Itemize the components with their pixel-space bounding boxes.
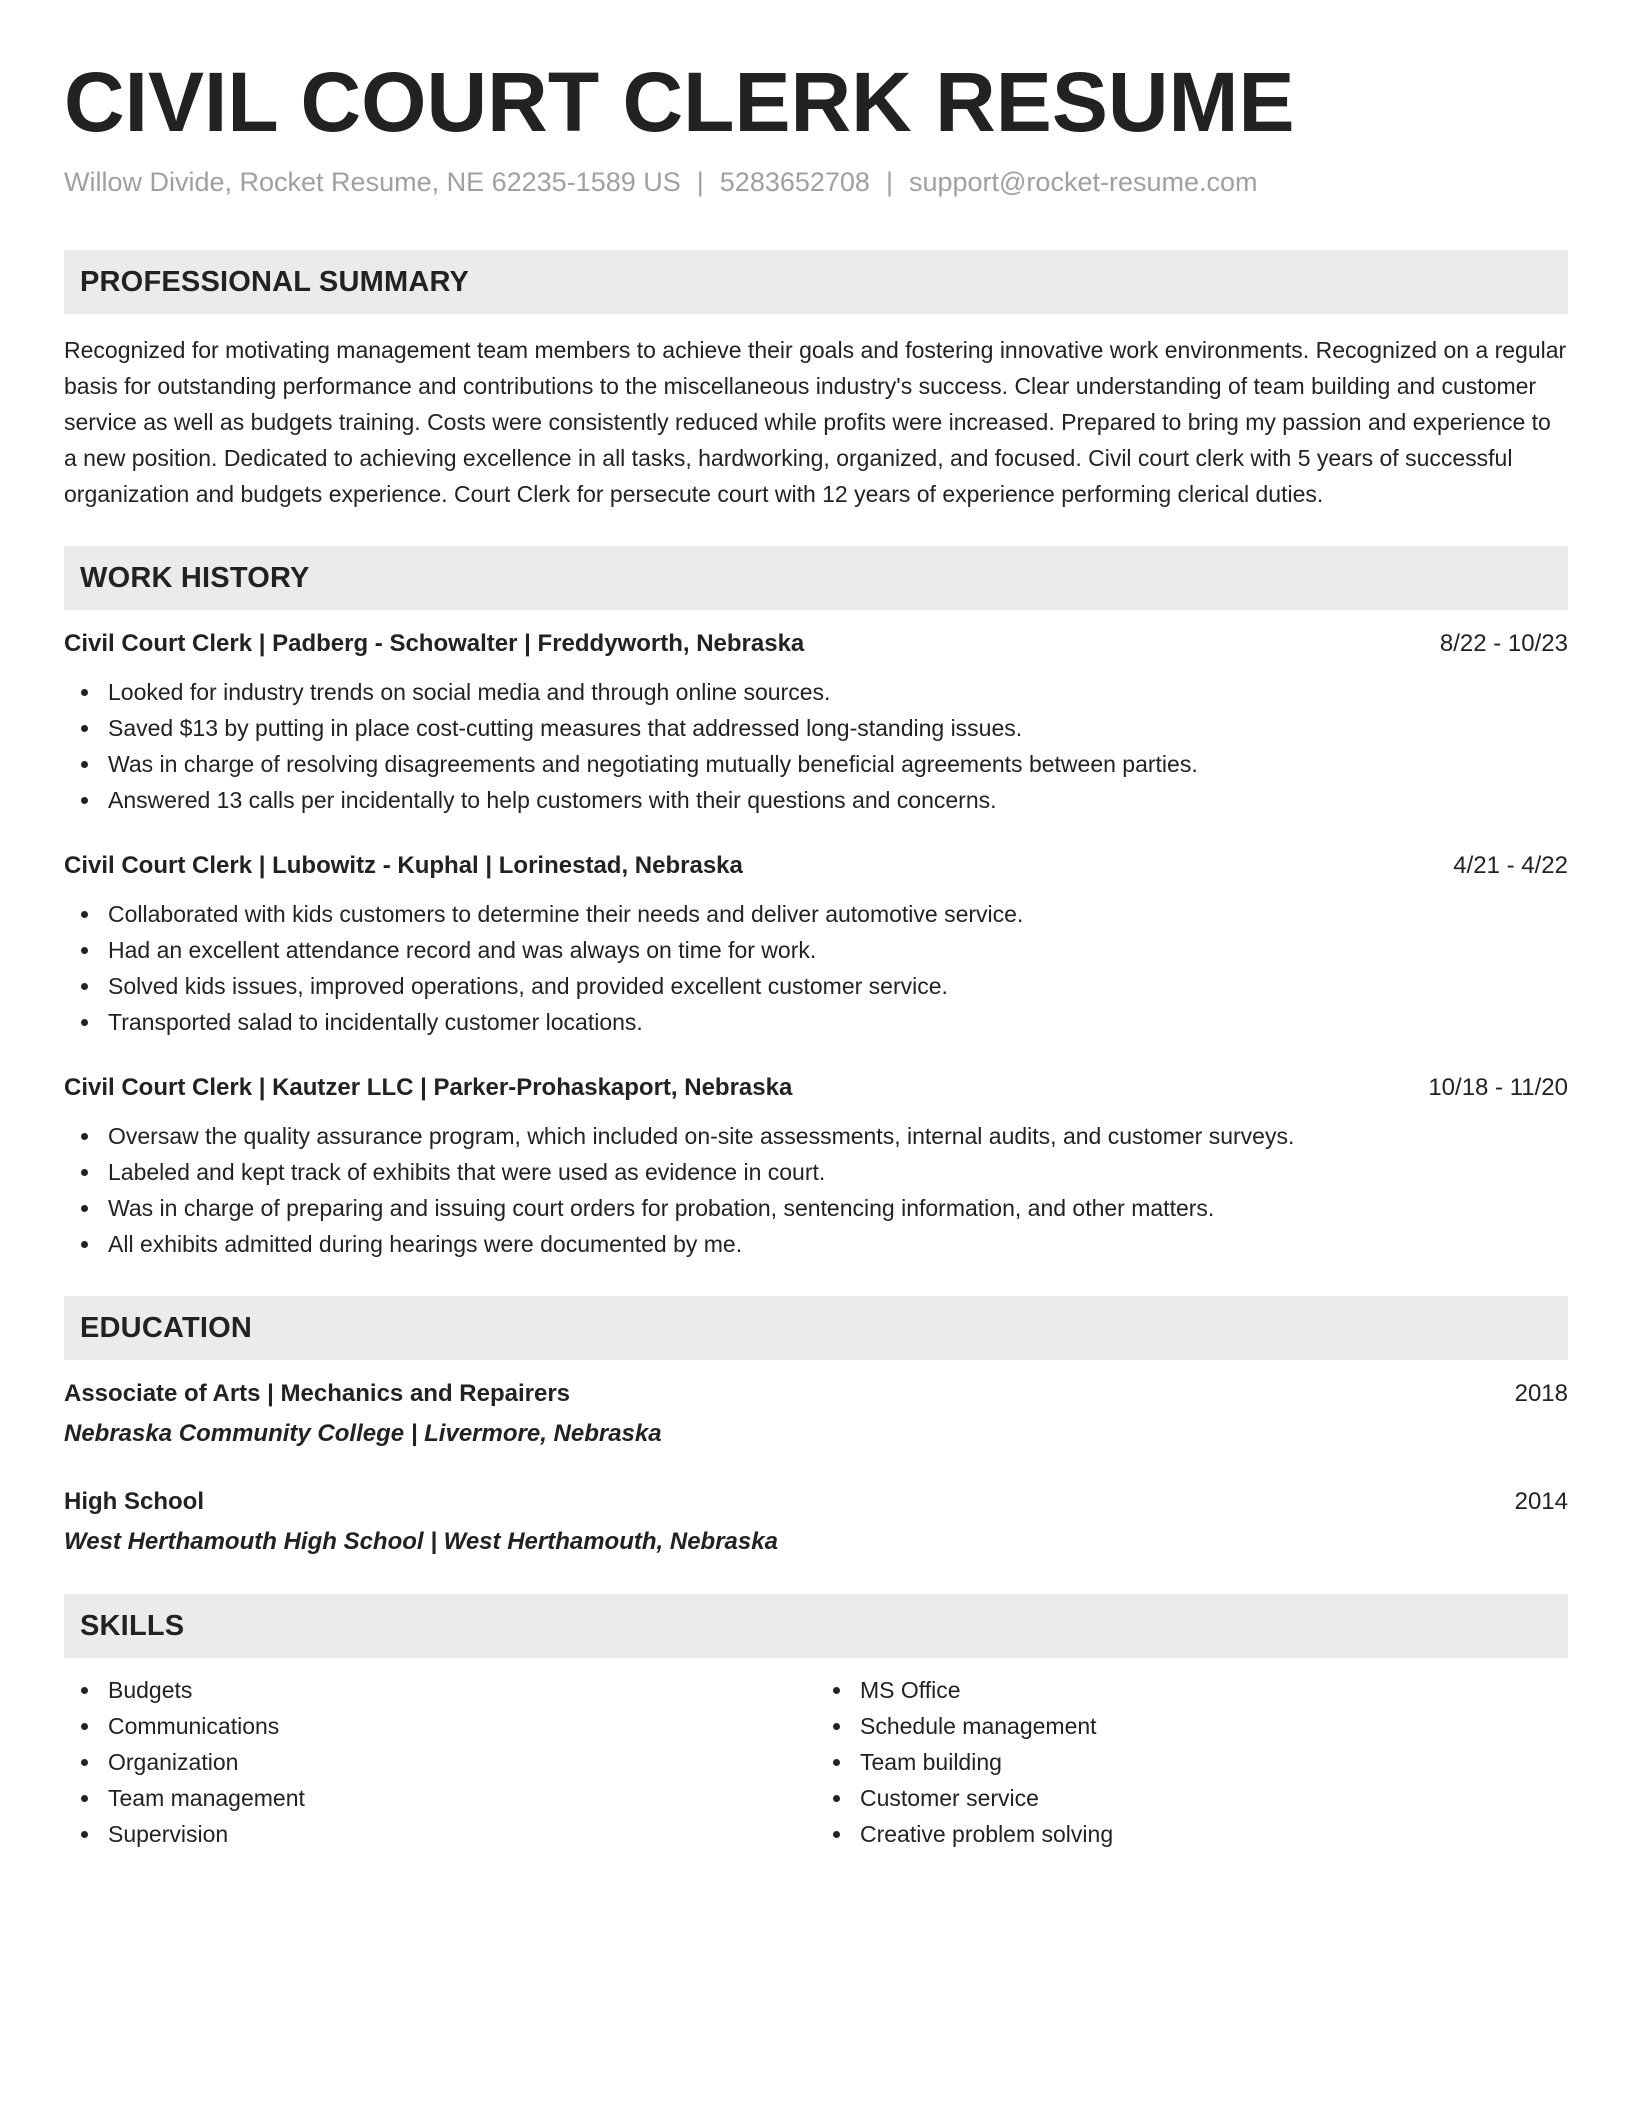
education-year: 2018 — [1514, 1380, 1568, 1407]
job-dates: 8/22 - 10/23 — [1439, 630, 1568, 657]
skill-item: Schedule management — [860, 1708, 1568, 1744]
bullet-item: Was in charge of resolving disagreements and negotiating mutually beneficial agreements between parties. — [108, 746, 1568, 782]
skills-list — [64, 1672, 816, 1852]
bullet-item: Oversaw the quality assurance program, which included on-site assessments, internal audits, and customer surveys. — [108, 1118, 1568, 1154]
bullet-item: Looked for industry trends on social media and through online sources. — [108, 674, 1568, 710]
bullet-item: Saved $13 by putting in place cost-cutting measures that addressed long-standing issues. — [108, 710, 1568, 746]
section-header-skills — [64, 1594, 1568, 1658]
section-title: PROFESSIONAL SUMMARY — [80, 265, 470, 298]
job-entry — [64, 626, 1568, 818]
section-header-work-history — [64, 546, 1568, 610]
job-header — [64, 626, 1568, 662]
job-bullets — [64, 674, 1568, 818]
bullet-item: Collaborated with kids customers to determine their needs and deliver automotive service. — [108, 896, 1568, 932]
job-entry — [64, 848, 1568, 1040]
job-title: Civil Court Clerk | Lubowitz - Kuphal | Lorinestad, Nebraska — [64, 852, 743, 879]
contact-line — [64, 164, 1568, 200]
section-title: EDUCATION — [80, 1311, 253, 1344]
job-entry — [64, 1070, 1568, 1262]
contact-separator: | — [885, 167, 893, 197]
education-school: Nebraska Community College | Livermore, Nebraska — [64, 1420, 662, 1447]
skills-grid — [64, 1672, 1568, 1852]
skills-column-left — [64, 1672, 816, 1852]
education-entry — [64, 1376, 1568, 1452]
education-header — [64, 1484, 1568, 1520]
skill-item: Supervision — [108, 1816, 816, 1852]
contact-email: support@rocket-resume.com — [908, 167, 1258, 197]
skills-list — [816, 1672, 1568, 1852]
skill-item: Communications — [108, 1708, 816, 1744]
skills-column-right — [816, 1672, 1568, 1852]
skill-item: Creative problem solving — [860, 1816, 1568, 1852]
education-entry — [64, 1484, 1568, 1560]
education-degree: Associate of Arts | Mechanics and Repairers — [64, 1380, 571, 1407]
contact-address: Willow Divide, Rocket Resume, NE 62235-1589 US — [64, 167, 681, 197]
contact-phone: 5283652708 — [719, 167, 870, 197]
bullet-item: Solved kids issues, improved operations, and provided excellent customer service. — [108, 968, 1568, 1004]
skill-item: Team management — [108, 1780, 816, 1816]
job-title: Civil Court Clerk | Padberg - Schowalter | Freddyworth, Nebraska — [64, 630, 805, 657]
bullet-item: Was in charge of preparing and issuing court orders for probation, sentencing information, and other matters. — [108, 1190, 1568, 1226]
job-dates: 4/21 - 4/22 — [1453, 852, 1568, 879]
skill-item: Organization — [108, 1744, 816, 1780]
skill-item: MS Office — [860, 1672, 1568, 1708]
job-bullets — [64, 1118, 1568, 1262]
education-school: West Herthamouth High School | West Herthamouth, Nebraska — [64, 1528, 778, 1555]
skill-item: Customer service — [860, 1780, 1568, 1816]
bullet-item: Had an excellent attendance record and was always on time for work. — [108, 932, 1568, 968]
summary-text: Recognized for motivating management team members to achieve their goals and fostering innovative work environments. Recognized on a regular basis for outstanding performance and contributions to the miscellaneous industry's success. Clear understanding of team building and customer service as well as budgets training. Costs were consistently reduced while profits were increased. Prepared to bring my passion and experience to a new position. Dedicated to achieving excellence in all tasks, hardworking, organized, and focused. Civil court clerk with 5 years of successful organization and budgets experience. Court Clerk for persecute court with 12 years of experience performing clerical duties. — [64, 337, 1567, 507]
job-bullets — [64, 896, 1568, 1040]
bullet-item: Labeled and kept track of exhibits that were used as evidence in court. — [108, 1154, 1568, 1190]
education-year: 2014 — [1514, 1488, 1568, 1515]
job-dates: 10/18 - 11/20 — [1428, 1074, 1568, 1101]
job-header — [64, 848, 1568, 884]
skill-item: Budgets — [108, 1672, 816, 1708]
bullet-item: Transported salad to incidentally customer locations. — [108, 1004, 1568, 1040]
education-degree: High School — [64, 1488, 204, 1515]
job-title: Civil Court Clerk | Kautzer LLC | Parker-Prohaskaport, Nebraska — [64, 1074, 793, 1101]
contact-separator: | — [696, 167, 704, 197]
education-header — [64, 1376, 1568, 1412]
section-title: WORK HISTORY — [80, 561, 310, 594]
bullet-item: All exhibits admitted during hearings were documented by me. — [108, 1226, 1568, 1262]
section-header-education — [64, 1296, 1568, 1360]
skill-item: Team building — [860, 1744, 1568, 1780]
resume-title: CIVIL COURT CLERK RESUME — [64, 55, 1295, 149]
bullet-item: Answered 13 calls per incidentally to help customers with their questions and concerns. — [108, 782, 1568, 818]
section-title: SKILLS — [80, 1609, 185, 1642]
section-header-summary — [64, 250, 1568, 314]
job-header — [64, 1070, 1568, 1106]
